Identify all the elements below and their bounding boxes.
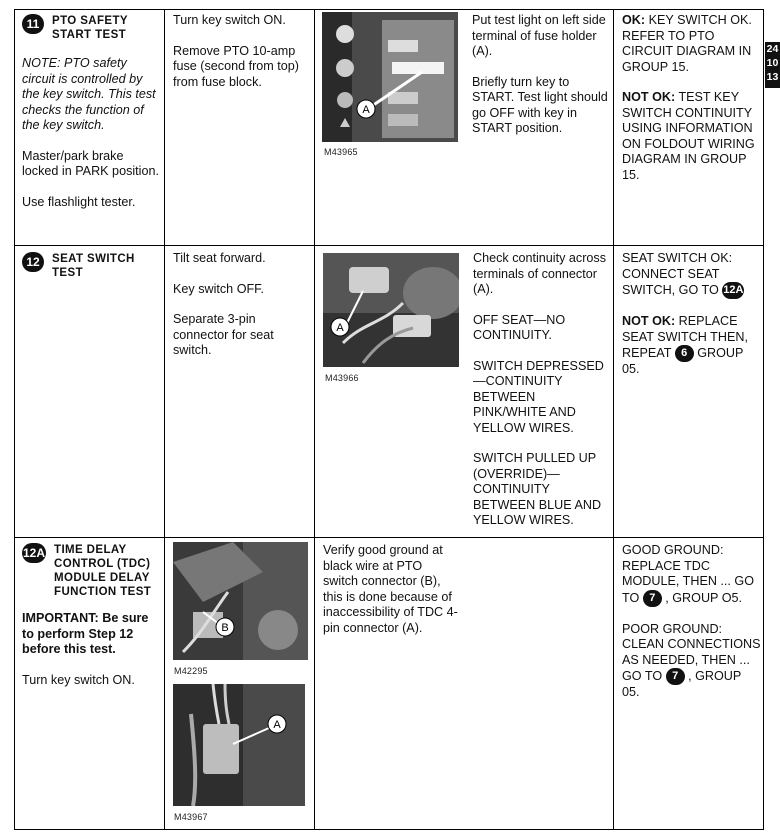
step-12-procedure [22,252,160,280]
pto-switch-connector-photo [173,542,308,660]
table-border-left [14,9,15,830]
good-ground-result: GOOD GROUND: REPLACE TDC MODULE, THEN ... GO TO 7 , GROUP O5. [622,543,762,607]
step-reference-badge[interactable]: 7 [666,668,685,685]
test-text: Check continuity across terminals of connector (A). [473,251,606,296]
tdc-connector-photo [173,684,305,806]
section-tab-number: 13 [766,71,779,83]
step-number-badge: 11 [22,14,44,34]
step-title: PTO SAFETY START TEST [52,15,128,41]
step-12-test [473,251,609,544]
step-number-badge: 12A [22,543,46,563]
test-text: Put test light on left side terminal of fuse holder (A). [472,13,606,58]
test-text: Verify good ground at black wire at PTO switch connector (B), this is done because of inaccessibility of TDC 4-pin connector (A). [323,543,458,635]
condition-text: Master/park brake locked in PARK position. [22,148,159,178]
condition-text: Turn key switch ON. [22,672,135,687]
row-divider [14,9,763,10]
callout-label: A [336,322,344,334]
test-text: OFF SEAT—NO CONTINUITY. [473,312,566,342]
poor-ground-result: POOR GROUND: CLEAN CONNECTIONS AS NEEDED, THEN ... GO TO 7 , GROUP 05. [622,621,761,699]
action-text: Remove PTO 10-amp fuse (second from top) from fuse block. [173,43,299,89]
table-border-right [763,9,764,830]
action-text: Tilt seat forward. [173,251,266,265]
step-reference-badge[interactable]: 6 [675,345,694,362]
figure-caption: M42295 [174,666,208,676]
step-reference-badge[interactable]: 12A [722,282,744,299]
step-title: TIME DELAY CONTROL (TDC) MODULE DELAY FUNCTION TEST [54,544,152,598]
section-tab [765,42,780,88]
row-divider [14,245,763,246]
important-note: IMPORTANT: Be sure to perform Step 12 before this test. [22,611,149,656]
column-divider [613,9,614,830]
step-12a-procedure [22,543,162,703]
step-number-badge: 12 [22,252,44,272]
action-text: Key switch OFF. [173,281,264,296]
test-text: Briefly turn key to START. Test light should go OFF with key in START position. [472,74,608,135]
column-divider [164,9,165,830]
callout-label: B [221,622,229,634]
seat-switch-connector-photo [323,253,459,367]
figure-caption: M43966 [325,373,359,383]
action-text: Separate 3-pin connector for seat switch. [173,312,274,357]
step-12a-test [323,543,459,651]
callout-label: A [362,104,370,116]
row-divider [14,537,763,538]
ok-result: OK: KEY SWITCH OK. REFER TO PTO CIRCUIT DIAGRAM IN GROUP 15. [622,13,752,74]
step-12-action [173,251,309,374]
row-divider [14,829,763,830]
section-tab-number: 10 [766,57,779,69]
step-reference-badge[interactable]: 7 [643,590,662,607]
not-ok-result: NOT OK: REPLACE SEAT SWITCH THEN, REPEAT 6 GROUP 05. [622,314,748,376]
test-text: SWITCH PULLED UP (OVERRIDE)—CONTINUITY BETWEEN BLUE AND YELLOW WIRES. [473,451,602,527]
callout-label: A [273,719,281,731]
action-text: Turn key switch ON. [173,13,286,27]
step-title: SEAT SWITCH TEST [52,253,135,279]
step-11-action [173,13,309,105]
tool-text: Use flashlight tester. [22,194,136,209]
step-11-test [472,13,608,152]
figure-caption: M43965 [324,147,358,157]
section-tab-number: 24 [766,43,779,55]
ok-result: SEAT SWITCH OK: CONNECT SEAT SWITCH, GO TO 12A [622,251,762,299]
not-ok-result: NOT OK: TEST KEY SWITCH CONTINUITY USING INFORMATION ON FOLDOUT WIRING DIAGRAM IN GROUP 15. [622,90,755,182]
fuse-block-photo [322,12,458,142]
figure-caption: M43967 [174,812,208,822]
column-divider [314,9,315,830]
step-12a-result [622,543,762,716]
test-text: SWITCH DEPRESSED—CONTINUITY BETWEEN PINK/WHITE AND YELLOW WIRES. [473,358,604,435]
step-11-procedure [22,14,160,225]
step-11-result [622,13,760,198]
step-12-result [622,251,762,393]
note-text: NOTE: PTO safety circuit is controlled by the key switch. This test checks the function of the key switch. [22,56,156,132]
